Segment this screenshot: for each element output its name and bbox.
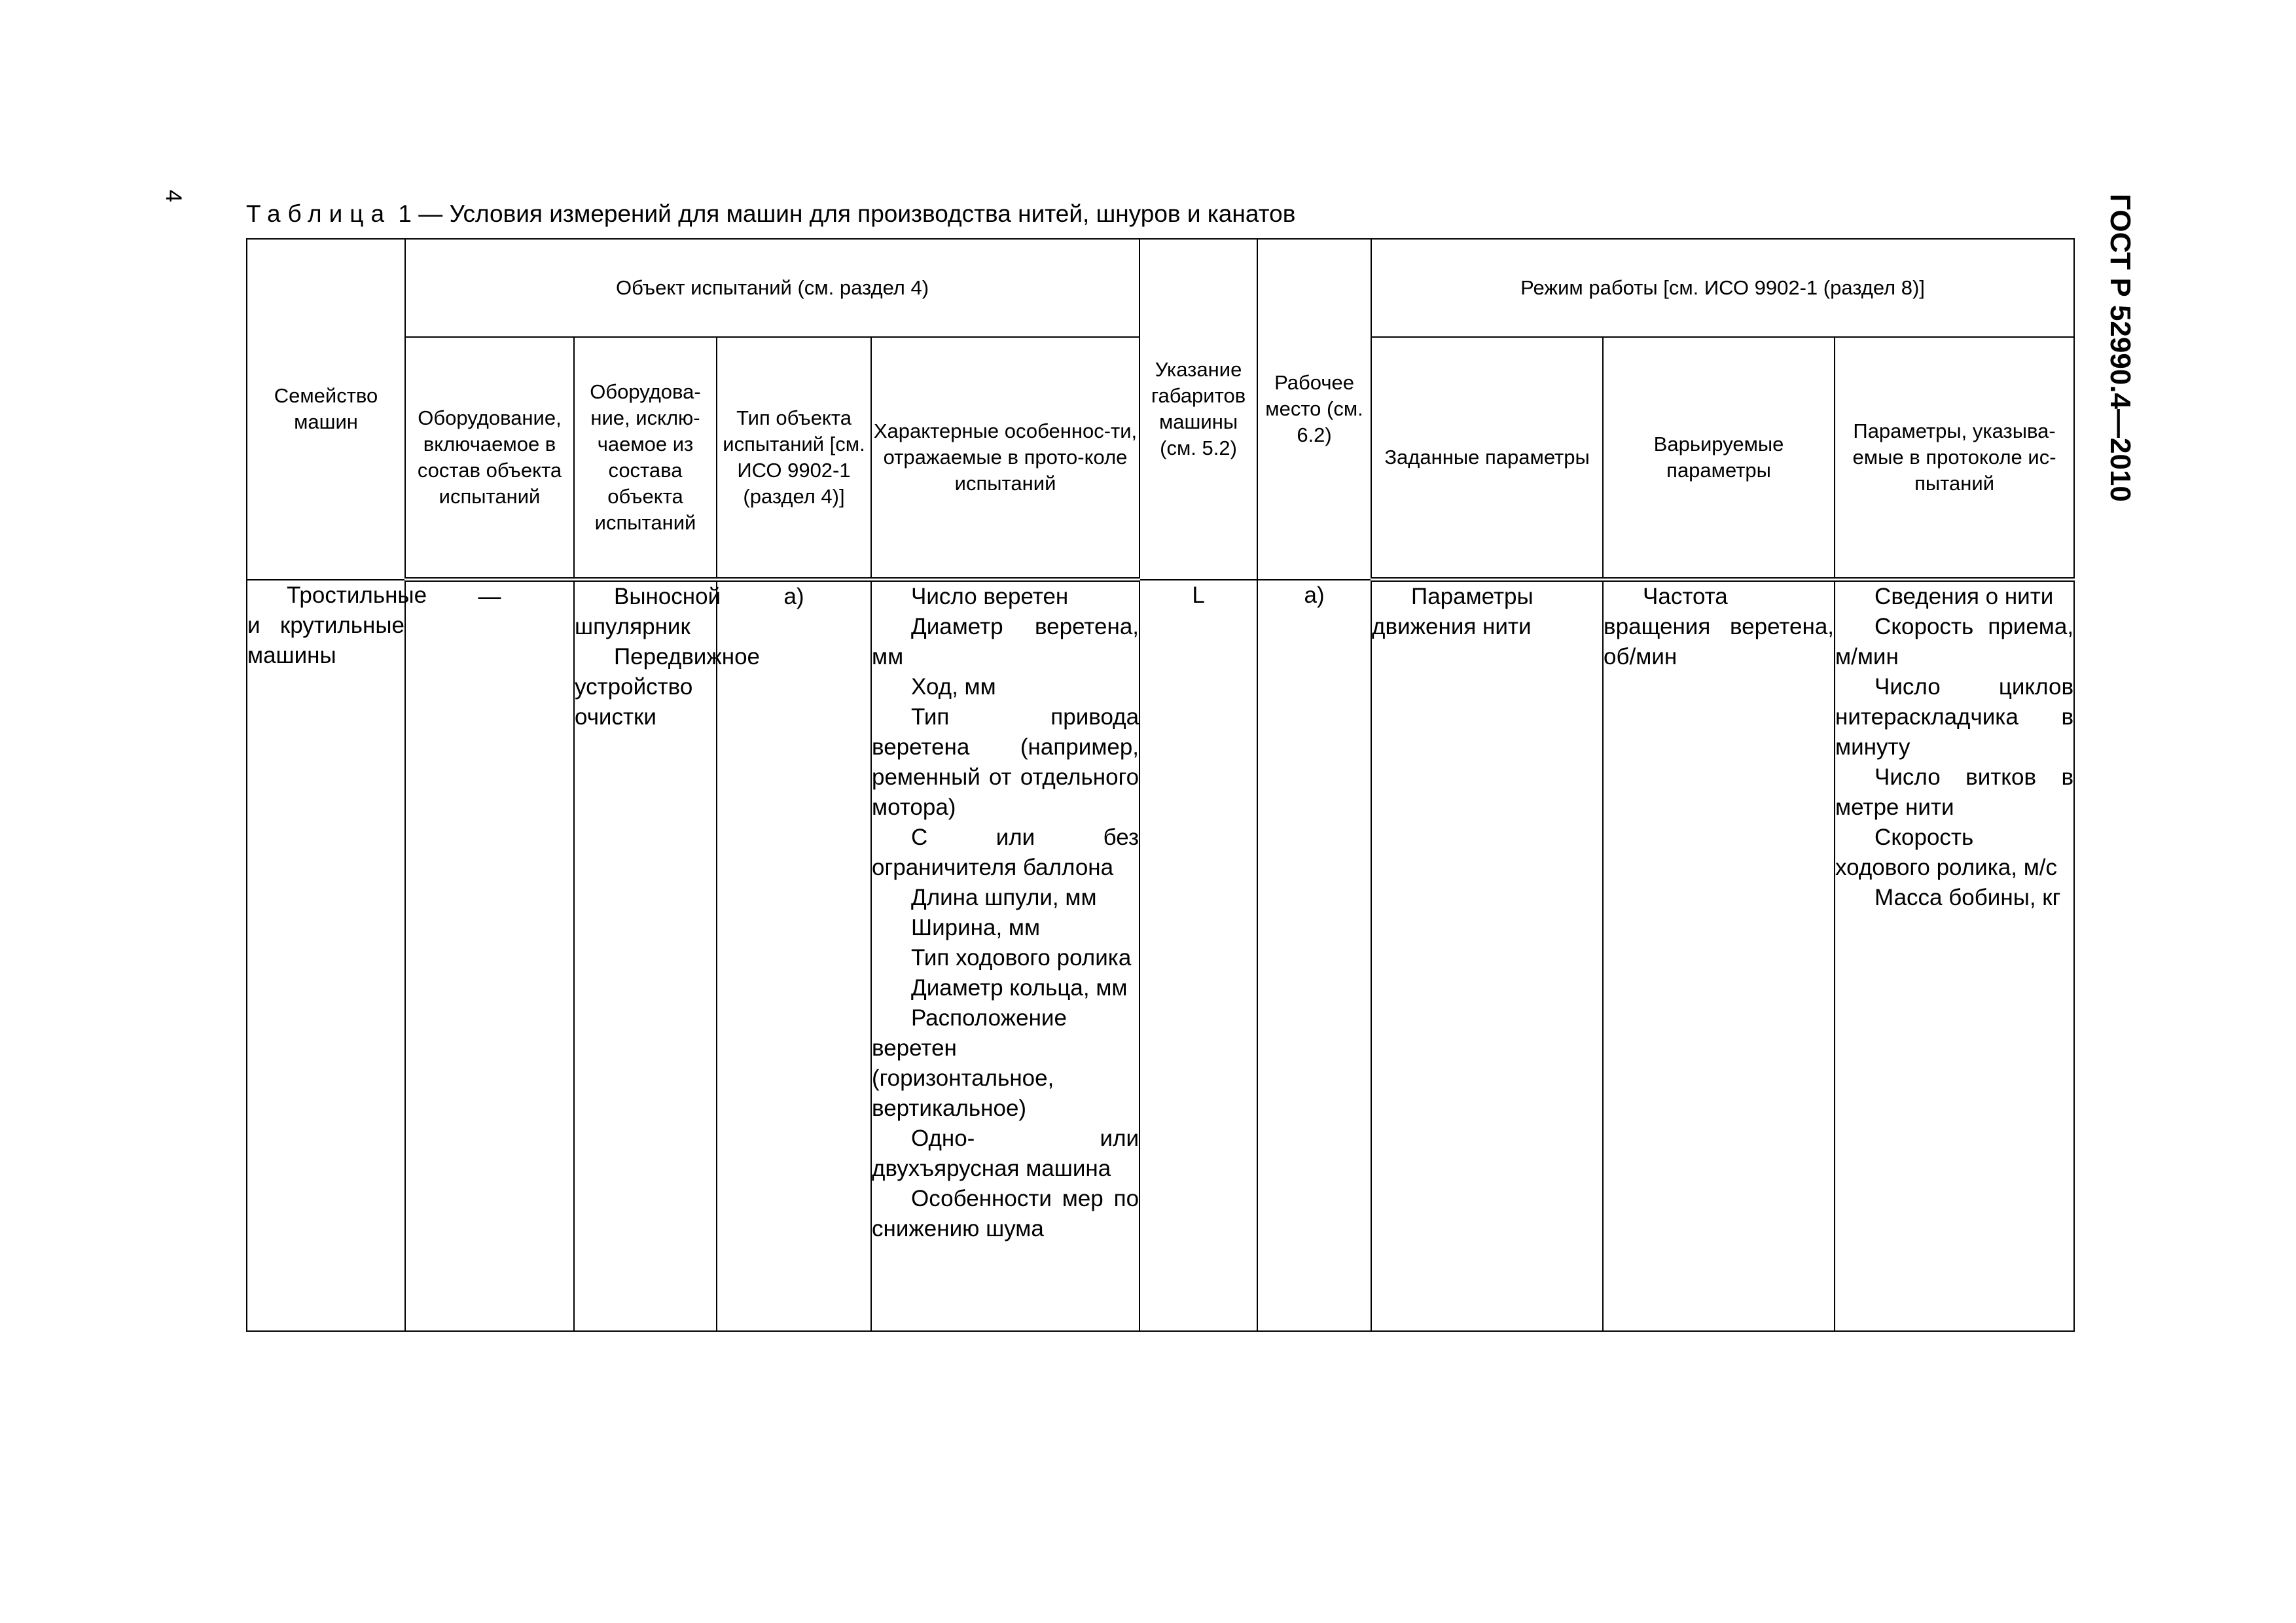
list-item: Передвижное устройство очистки [575, 644, 761, 730]
list-item: Диаметр веретена, мм [872, 614, 1139, 669]
measurement-conditions-table [246, 238, 2075, 1332]
page-number: 4 [161, 190, 186, 202]
cell-family [247, 580, 427, 1331]
header-varied-params: Варьируемые параметры [1603, 337, 1835, 580]
header-family: Семейство машин [247, 239, 405, 580]
list-item: Расположение веретен (горизонтальное, вертикальное) [872, 1005, 1067, 1121]
list-item: Диаметр кольца, мм [911, 975, 1128, 1001]
cell-dimensions: L [1139, 580, 1257, 1331]
list-item: Тип привода веретена (например, ременный от отдельного мотора) [872, 704, 1139, 820]
list-item: Тип ходового ролика [911, 945, 1132, 971]
list-item: Особенности мер по снижению шума [872, 1186, 1139, 1241]
cell-set-params [1371, 580, 1603, 1331]
caption-label: Таблица [246, 200, 392, 227]
set-params-text: Параметры движения нити [1372, 584, 1534, 639]
list-item: С или без ограничителя баллона [872, 825, 1139, 880]
caption-text: 1 — Условия измерений для машин для производства нитей, шнуров и канатов [398, 200, 1296, 227]
list-item: Сведения о нити [1874, 584, 2054, 609]
cell-excluded-equipment [574, 580, 761, 1331]
header-dimensions: Указание габаритов машины (см. 5.2) [1139, 239, 1257, 580]
list-item: Скорость ходового ролика, м/с [1835, 825, 2058, 880]
header-object-group: Объект испытаний (см. раздел 4) [405, 239, 1139, 337]
cell-features [871, 580, 1139, 1331]
list-item: Одно- или двухъярусная машина [872, 1126, 1139, 1181]
header-set-params: Заданные параметры [1371, 337, 1603, 580]
cell-reported-params [1835, 580, 2074, 1331]
family-text: Тростильные и крутильные машины [247, 582, 427, 668]
table-row [247, 580, 2074, 1331]
cell-workplace: а) [1257, 580, 1371, 1331]
header-reported-params: Параметры, указыва-емые в протоколе ис-пытаний [1835, 337, 2074, 580]
header-features: Характерные особеннос-ти, отражаемые в прото-коле испытаний [871, 337, 1139, 580]
table-caption [246, 200, 1295, 228]
varied-params-text: Частота вращения веретена, об/мин [1604, 584, 1835, 669]
header-included-equipment: Оборудование, включаемое в состав объекта испытаний [405, 337, 574, 580]
cell-varied-params [1603, 580, 1835, 1331]
cell-included-equipment: — [405, 580, 574, 1331]
list-item: Длина шпули, мм [911, 885, 1097, 910]
header-mode-group: Режим работы [см. ИСО 9902-1 (раздел 8)] [1371, 239, 2074, 337]
document-code: ГОСТ Р 52990.4—2010 [2104, 194, 2136, 502]
list-item: Ход, мм [911, 674, 996, 700]
header-object-type: Тип объекта испытаний [см. ИСО 9902-1 (раздел 4)] [717, 337, 871, 580]
header-workplace: Рабочее место (см. 6.2) [1257, 239, 1371, 580]
header-excluded-equipment: Оборудова-ние, исклю-чаемое из состава объекта испытаний [574, 337, 717, 580]
list-item: Число циклов нитераскладчика в минуту [1835, 674, 2074, 760]
list-item: Скорость приема, м/мин [1835, 614, 2074, 669]
list-item: Число веретен [911, 584, 1069, 609]
list-item: Число витков в метре нити [1835, 764, 2074, 820]
list-item: Выносной шпулярник [575, 584, 721, 639]
list-item: Масса бобины, кг [1874, 885, 2061, 910]
list-item: Ширина, мм [911, 915, 1041, 940]
cell-object-type: а) [717, 580, 871, 1331]
